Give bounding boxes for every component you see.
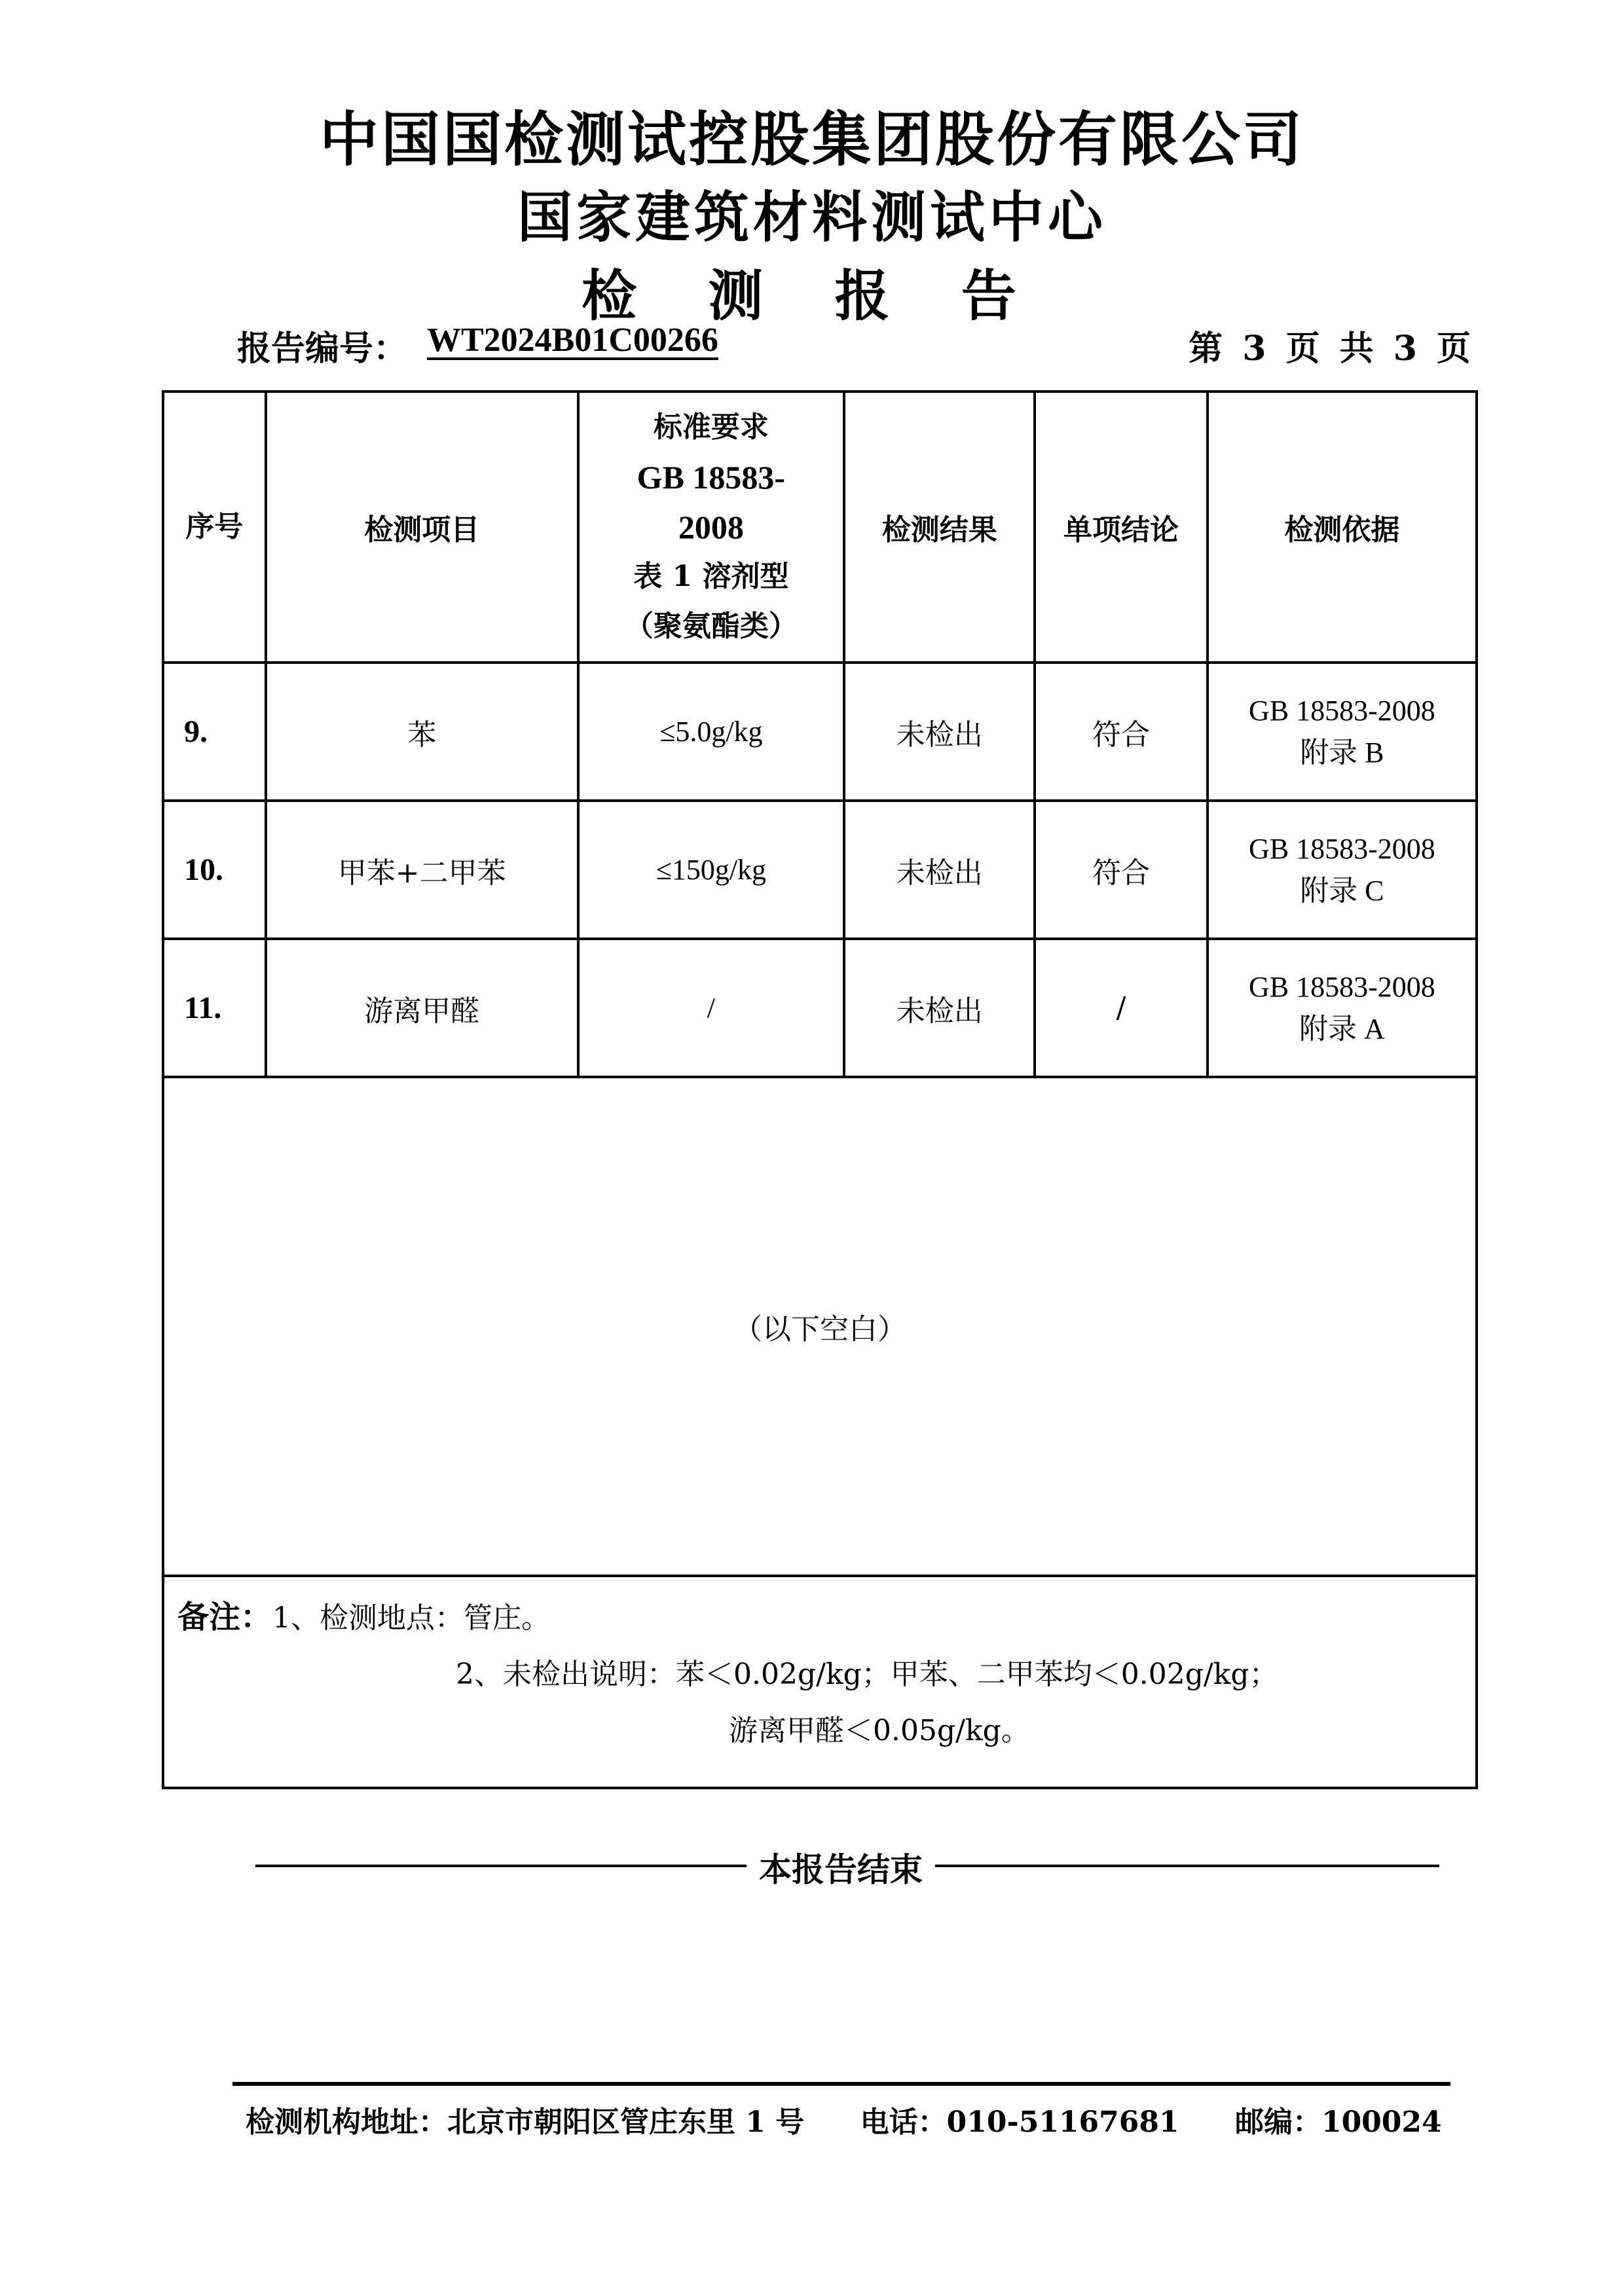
page-info: 第 3 页 共 3 页 [1189, 329, 1475, 369]
table-header-row [163, 392, 1477, 663]
row-basis [1208, 801, 1477, 939]
table-row [163, 663, 1477, 801]
basis-standard: GB 18583-2008 [1248, 832, 1435, 865]
notes-row [163, 1576, 1477, 1788]
basis-standard: GB 18583-2008 [1248, 970, 1435, 1003]
footer-address: 检测机构地址：北京市朝阳区管庄东里 1 号 [246, 2105, 805, 2139]
col-conclusion: 单项结论 [1035, 392, 1207, 663]
footer-divider [232, 2082, 1450, 2086]
report-end: 本报告结束 [759, 1850, 923, 1889]
end-divider-left [255, 1865, 747, 1867]
std-line-5: （聚氨酯类） [624, 610, 798, 643]
col-item: 检测项目 [266, 392, 578, 663]
row-requirement: / [578, 939, 844, 1077]
center-name: 国家建筑材料测试中心 [517, 185, 1107, 249]
row-requirement: ≤150g/kg [578, 801, 844, 939]
basis-standard: GB 18583-2008 [1248, 694, 1435, 727]
col-result: 检测结果 [844, 392, 1035, 663]
footer-postcode: 邮编：100024 [1234, 2105, 1442, 2139]
row-result: 未检出 [844, 939, 1035, 1077]
footer-phone: 电话：010-51167681 [860, 2105, 1179, 2139]
row-number: 10. [163, 801, 266, 939]
col-basis: 检测依据 [1208, 392, 1477, 663]
results-table [162, 390, 1478, 1789]
row-item: 甲苯+二甲苯 [266, 801, 578, 939]
std-line-1: 标准要求 [653, 410, 769, 444]
col-standard [578, 392, 844, 663]
row-conclusion: 符合 [1035, 801, 1207, 939]
row-number: 11. [163, 939, 266, 1077]
note-2: 2、未检出说明：苯＜0.02g/kg；甲苯、二甲苯均＜0.02g/kg； [456, 1658, 1278, 1691]
row-basis [1208, 939, 1477, 1077]
std-line-2: GB 18583- [637, 459, 786, 496]
row-conclusion: / [1035, 939, 1207, 1077]
notes-label: 备注： [177, 1599, 272, 1635]
row-item: 游离甲醛 [266, 939, 578, 1077]
report-number-label: 报告编号： [237, 329, 408, 369]
report-number: WT2024B01C00266 [427, 321, 718, 359]
basis-appendix: 附录 C [1300, 874, 1384, 907]
blank-note: （以下空白） [163, 1077, 1477, 1576]
notes-cell [163, 1576, 1477, 1788]
row-conclusion: 符合 [1035, 663, 1207, 801]
row-basis [1208, 663, 1477, 801]
company-name: 中国国检测试控股集团股份有限公司 [320, 105, 1304, 174]
row-number: 9. [163, 663, 266, 801]
col-seq: 序号 [163, 392, 266, 663]
end-divider-right [935, 1865, 1439, 1867]
std-line-4: 表 1 溶剂型 [633, 560, 789, 593]
report-title: 检 测 报 告 [581, 263, 1043, 328]
row-result: 未检出 [844, 801, 1035, 939]
std-line-3: 2008 [678, 509, 744, 545]
note-1: 1、检测地点：管庄。 [272, 1601, 550, 1635]
table-row [163, 801, 1477, 939]
footer [246, 2098, 1442, 2140]
blank-row [163, 1077, 1477, 1576]
table-row [163, 939, 1477, 1077]
note-3: 游离甲醛＜0.05g/kg。 [729, 1714, 1030, 1747]
row-requirement: ≤5.0g/kg [578, 663, 844, 801]
row-item: 苯 [266, 663, 578, 801]
basis-appendix: 附录 A [1299, 1012, 1385, 1045]
row-result: 未检出 [844, 663, 1035, 801]
basis-appendix: 附录 B [1300, 736, 1384, 769]
